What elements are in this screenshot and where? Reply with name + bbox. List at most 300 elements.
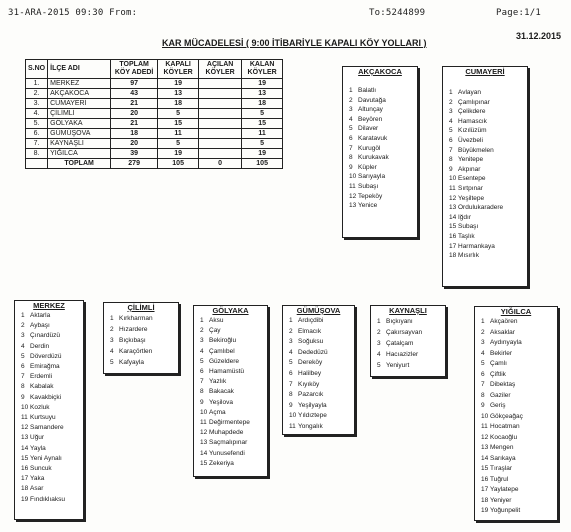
cell-closed: 19	[158, 149, 199, 159]
village-item	[449, 98, 527, 108]
village-item	[21, 372, 83, 382]
village-item	[21, 321, 83, 331]
village-name: Çamlı	[490, 360, 507, 367]
village-item	[21, 331, 83, 341]
village-name: Hamascık	[458, 117, 487, 125]
village-number: 5	[110, 359, 114, 366]
village-item	[349, 153, 417, 163]
header-opened-villages: AÇILAN KÖYLER	[199, 60, 242, 79]
village-name: Tuğrul	[490, 475, 509, 483]
village-name: Iğdır	[458, 213, 472, 221]
village-name: Karatavuk	[358, 134, 388, 142]
village-item	[481, 412, 557, 423]
village-name: Çınardüzü	[30, 332, 60, 340]
village-name: Kırkharman	[119, 315, 153, 322]
cell-district: CUMAYERİ	[48, 99, 111, 109]
cell-district: GÖLYAKA	[48, 119, 111, 129]
village-number: 6	[200, 368, 204, 376]
village-number: 2	[349, 96, 353, 104]
village-number: 8	[449, 156, 453, 164]
cell-sno: 3.	[26, 99, 48, 109]
village-name: Erdemli	[30, 373, 53, 381]
village-item	[21, 403, 83, 413]
cell-sno: 2.	[26, 89, 48, 99]
village-number: 2	[481, 328, 485, 336]
village-item	[481, 359, 557, 370]
village-item	[349, 144, 417, 154]
summary-row	[26, 99, 283, 109]
village-name: Zekeriya	[209, 459, 234, 467]
village-list	[475, 317, 557, 517]
village-number: 5	[377, 362, 381, 369]
village-number: 15	[481, 465, 489, 472]
district-box-kaynasli	[370, 305, 446, 377]
village-item	[449, 194, 527, 204]
village-item	[200, 326, 267, 336]
village-item	[449, 146, 527, 156]
village-number: 17	[21, 475, 29, 483]
village-number: 15	[21, 454, 29, 462]
village-name: Bıçkıyanı	[386, 318, 413, 325]
village-item	[110, 324, 178, 335]
village-item	[110, 335, 178, 346]
village-item	[449, 155, 527, 165]
village-number: 9	[200, 398, 204, 406]
village-item	[481, 328, 557, 339]
village-name: Yeşiltepe	[458, 194, 485, 202]
village-name: Sırtpınar	[458, 184, 483, 192]
village-name: Sarıkaya	[490, 454, 516, 462]
village-number: 16	[449, 232, 457, 240]
village-item	[289, 327, 354, 338]
village-number: 8	[289, 391, 293, 399]
village-name: Bakacak	[209, 388, 234, 396]
summary-row	[26, 109, 283, 119]
village-item	[200, 398, 267, 408]
village-item	[200, 387, 267, 397]
village-number: 5	[481, 360, 485, 367]
village-item	[21, 433, 83, 443]
cell-total: 97	[111, 79, 158, 89]
village-name: Emirağma	[30, 363, 60, 371]
village-number: 5	[349, 125, 353, 133]
village-item	[481, 433, 557, 444]
village-number: 4	[377, 351, 381, 358]
village-number: 12	[21, 424, 29, 432]
village-item	[449, 213, 527, 223]
village-number: 15	[449, 223, 457, 231]
village-item	[289, 411, 354, 422]
cell-opened	[199, 149, 242, 159]
village-number: 1	[349, 87, 353, 94]
village-name: Tıraşlar	[490, 465, 513, 472]
village-number: 11	[21, 414, 28, 422]
village-number: 7	[449, 146, 453, 154]
village-name: Yaylatepe	[490, 486, 519, 493]
village-item	[21, 464, 83, 474]
village-name: Kocaoğlu	[490, 433, 518, 441]
village-item	[481, 506, 557, 517]
village-list	[15, 311, 83, 505]
village-item	[449, 184, 527, 194]
village-list	[283, 316, 354, 433]
village-item	[200, 428, 267, 438]
village-number: 2	[449, 98, 453, 106]
village-number: 12	[349, 192, 357, 200]
village-number: 11	[481, 423, 488, 430]
village-item	[21, 311, 83, 321]
cell-closed: 105	[158, 159, 199, 169]
village-number: 6	[349, 134, 353, 142]
village-name: Ordulukaradere	[458, 204, 504, 212]
cell-remaining: 11	[242, 129, 283, 139]
district-title: GÜMÜŞOVA	[296, 306, 341, 315]
village-name: Dibektaş	[490, 381, 516, 388]
village-number: 3	[200, 337, 204, 345]
header-closed-villages: KAPALI KÖYLER	[158, 60, 199, 79]
village-item	[481, 391, 557, 402]
village-name: Kurugöl	[358, 144, 381, 152]
village-item	[349, 163, 417, 173]
village-number: 14	[481, 454, 489, 462]
village-name: Yunusefendi	[209, 449, 245, 457]
village-number: 4	[200, 347, 204, 355]
village-name: Taşlık	[458, 232, 475, 240]
village-number: 10	[349, 173, 357, 181]
village-name: Hamamüstü	[209, 368, 245, 376]
village-number: 4	[349, 115, 353, 123]
village-item	[200, 347, 267, 357]
village-item	[349, 124, 417, 134]
village-name: Kurtsuyu	[30, 414, 56, 422]
village-number: 19	[481, 507, 489, 514]
village-name: Açma	[209, 408, 226, 416]
village-name: Yenice	[358, 202, 378, 210]
district-box-gumusova	[282, 305, 355, 435]
village-item	[481, 380, 557, 391]
cell-sno: 1.	[26, 79, 48, 89]
village-item	[289, 390, 354, 401]
village-name: Aksu	[209, 317, 224, 324]
village-number: 8	[481, 391, 485, 399]
village-item	[110, 357, 178, 368]
village-number: 1	[449, 89, 453, 96]
summary-row	[26, 149, 283, 159]
village-item	[289, 380, 354, 391]
document-title: KAR MÜCADELESİ ( 9:00 İTİBARİYLE KAPALI KÖY YOLLARI )	[162, 38, 427, 48]
cell-closed: 11	[158, 129, 199, 139]
cell-remaining: 15	[242, 119, 283, 129]
village-number: 9	[481, 402, 485, 409]
village-item	[289, 316, 354, 327]
village-item	[377, 327, 445, 338]
village-number: 2	[21, 322, 25, 330]
village-item	[200, 367, 267, 377]
village-number: 13	[481, 444, 489, 451]
fax-header-left: 31-ARA-2015 09:30 From:	[8, 8, 138, 18]
village-name: Küpler	[358, 163, 377, 171]
village-number: 11	[200, 419, 207, 427]
village-name: Aydınyayla	[490, 339, 522, 346]
cell-district: KAYNAŞLI	[48, 139, 111, 149]
village-item	[289, 348, 354, 359]
cell-closed: 5	[158, 109, 199, 119]
village-item	[449, 117, 527, 127]
village-name: Suncuk	[30, 465, 52, 473]
village-number: 18	[21, 485, 29, 493]
cell-remaining: 5	[242, 109, 283, 119]
village-name: Kavakbiçki	[30, 393, 62, 401]
village-name: Geriş	[490, 402, 506, 409]
village-number: 1	[110, 315, 114, 322]
village-name: Üvezbeli	[458, 136, 483, 144]
village-name: Muhapdede	[209, 429, 244, 437]
cell-opened	[199, 99, 242, 109]
village-number: 3	[349, 106, 353, 114]
village-number: 2	[200, 327, 204, 335]
village-item	[200, 357, 267, 367]
village-name: Pazarcık	[298, 391, 324, 399]
village-name: Yeniyurt	[386, 362, 410, 369]
village-item	[377, 338, 445, 349]
village-item	[449, 165, 527, 175]
village-name: Dereköy	[298, 359, 323, 367]
village-name: Mısırlık	[458, 252, 479, 260]
summary-row	[26, 89, 283, 99]
village-number: 10	[481, 412, 489, 420]
village-name: Fındıklıaksu	[30, 495, 66, 503]
district-box-akcakoca	[342, 66, 418, 238]
village-number: 13	[349, 202, 357, 210]
village-name: Bekiroğlu	[209, 337, 237, 345]
village-name: Soğuksu	[298, 338, 324, 346]
village-number: 1	[289, 317, 293, 324]
cell-closed: 15	[158, 119, 199, 129]
village-name: Döverdüzü	[30, 352, 62, 360]
village-item	[449, 251, 527, 261]
village-item	[449, 242, 527, 252]
district-title: YIĞILCA	[500, 307, 532, 316]
village-name: Yayla	[30, 444, 46, 452]
village-item	[349, 172, 417, 182]
village-number: 6	[289, 369, 293, 377]
cell-total: 20	[111, 109, 158, 119]
village-name: Yeşilyayla	[298, 401, 327, 409]
village-number: 7	[21, 373, 25, 381]
village-name: Yenitepe	[458, 156, 484, 164]
village-name: Ardıçdibi	[298, 317, 324, 324]
village-item	[110, 346, 178, 357]
cell-closed: 13	[158, 89, 199, 99]
village-item	[449, 232, 527, 242]
village-number: 16	[21, 465, 29, 473]
village-name: Bekirler	[490, 349, 513, 357]
village-item	[377, 349, 445, 360]
village-item	[449, 203, 527, 213]
village-item	[21, 352, 83, 362]
cell-total: 21	[111, 99, 158, 109]
village-item	[349, 96, 417, 106]
cell-sno: 5.	[26, 119, 48, 129]
village-name: Kızılüzüm	[458, 127, 487, 135]
village-number: 8	[200, 388, 204, 396]
village-item	[349, 134, 417, 144]
village-name: Harmankaya	[458, 242, 495, 250]
village-name: Yaka	[30, 475, 45, 483]
village-name: Beyören	[358, 115, 383, 123]
village-item	[481, 485, 557, 496]
village-item	[21, 454, 83, 464]
cell-district: ÇİLİMLİ	[48, 109, 111, 119]
village-name: Çamlıbel	[209, 347, 235, 355]
village-number: 7	[481, 381, 485, 388]
village-item	[21, 382, 83, 392]
village-item	[449, 174, 527, 184]
village-item	[481, 401, 557, 412]
village-item	[349, 192, 417, 202]
village-number: 2	[110, 326, 114, 333]
village-list	[104, 313, 178, 368]
village-item	[449, 126, 527, 136]
village-number: 1	[200, 317, 204, 324]
village-number: 5	[21, 352, 25, 360]
village-number: 18	[449, 252, 457, 260]
village-name: Mengen	[490, 444, 514, 451]
village-name: Çiftlik	[490, 370, 506, 378]
summary-row	[26, 129, 283, 139]
village-item	[21, 495, 83, 505]
village-number: 3	[449, 108, 453, 116]
village-name: Yeşilova	[209, 398, 233, 406]
village-item	[200, 316, 267, 326]
village-number: 3	[481, 339, 485, 346]
cell-closed: 19	[158, 79, 199, 89]
cell-total: 18	[111, 129, 158, 139]
village-name: Tepeköy	[358, 192, 383, 200]
village-name: Avlayan	[458, 89, 482, 96]
cell-opened: 0	[199, 159, 242, 169]
cell-total: 39	[111, 149, 158, 159]
cell-district: AKÇAKOCA	[48, 89, 111, 99]
village-number: 14	[200, 449, 208, 457]
cell-district: TOPLAM	[48, 159, 111, 169]
summary-row	[26, 119, 283, 129]
village-number: 4	[449, 117, 453, 125]
village-number: 17	[449, 242, 457, 250]
village-item	[200, 449, 267, 459]
village-number: 7	[200, 378, 204, 386]
village-number: 1	[21, 312, 25, 319]
village-number: 13	[200, 439, 208, 447]
village-item	[481, 338, 557, 349]
village-name: Altunçay	[358, 106, 383, 114]
village-item	[481, 317, 557, 328]
fax-header-page: Page:1/1	[496, 8, 541, 18]
village-name: Kozluk	[30, 403, 50, 411]
village-number: 2	[289, 327, 293, 335]
village-number: 9	[289, 401, 293, 409]
village-item	[21, 474, 83, 484]
village-number: 5	[449, 127, 453, 135]
village-name: Saçmalıpınar	[209, 439, 248, 447]
village-name: Dilaver	[358, 125, 379, 133]
village-item	[349, 115, 417, 125]
district-box-cilimli	[103, 302, 179, 374]
village-number: 3	[289, 338, 293, 346]
village-number: 5	[289, 359, 293, 367]
fax-header-to: To:5244899	[369, 8, 426, 18]
summary-table	[25, 59, 283, 169]
village-name: Hacıazizler	[386, 351, 419, 358]
village-name: Yeniyer	[490, 496, 512, 504]
village-item	[481, 422, 557, 433]
village-name: Elmacık	[298, 327, 322, 335]
header-sno: S.NO	[26, 60, 48, 79]
village-list	[194, 316, 267, 469]
district-box-yigilca	[474, 306, 558, 521]
village-item	[449, 136, 527, 146]
village-name: Subaşı	[458, 223, 479, 231]
district-title: ÇİLİMLİ	[127, 303, 155, 312]
village-name: Halilbey	[298, 369, 322, 377]
village-name: Yeni Aynalı	[30, 454, 62, 462]
village-list	[343, 86, 417, 211]
village-number: 6	[21, 363, 25, 371]
cell-district: GÜMÜŞOVA	[48, 129, 111, 139]
village-number: 12	[481, 433, 489, 441]
village-number: 2	[377, 329, 381, 336]
village-item	[110, 313, 178, 324]
village-item	[377, 316, 445, 327]
village-name: Asar	[30, 485, 44, 493]
village-number: 4	[110, 348, 114, 355]
village-name: Değirmentepe	[209, 419, 250, 427]
district-title: KAYNAŞLI	[389, 306, 427, 315]
village-number: 3	[110, 337, 114, 344]
village-item	[21, 484, 83, 494]
village-item	[289, 369, 354, 380]
village-item	[481, 496, 557, 507]
village-number: 4	[481, 349, 485, 357]
village-item	[200, 418, 267, 428]
village-number: 10	[289, 412, 297, 420]
village-number: 11	[449, 184, 456, 192]
cell-total: 21	[111, 119, 158, 129]
village-name: Esentepe	[458, 175, 486, 183]
cell-sno: 8.	[26, 149, 48, 159]
village-name: Kurukavak	[358, 154, 389, 162]
village-number: 13	[21, 434, 29, 442]
village-number: 18	[481, 496, 489, 504]
village-name: Hocatman	[490, 423, 520, 430]
village-name: Akpınar	[458, 165, 481, 173]
village-number: 10	[200, 408, 208, 416]
summary-total-row	[26, 159, 283, 169]
district-box-merkez	[14, 300, 84, 520]
cell-district: MERKEZ	[48, 79, 111, 89]
village-name: Derdin	[30, 342, 50, 350]
cell-sno: 7.	[26, 139, 48, 149]
document-date: 31.12.2015	[515, 31, 561, 41]
cell-opened	[199, 119, 242, 129]
village-item	[289, 337, 354, 348]
village-number: 3	[377, 340, 381, 347]
cell-remaining: 19	[242, 79, 283, 89]
village-name: Aktarla	[30, 312, 51, 319]
village-item	[21, 413, 83, 423]
header-total-villages: TOPLAM KÖY ADEDİ	[111, 60, 158, 79]
village-item	[449, 222, 527, 232]
